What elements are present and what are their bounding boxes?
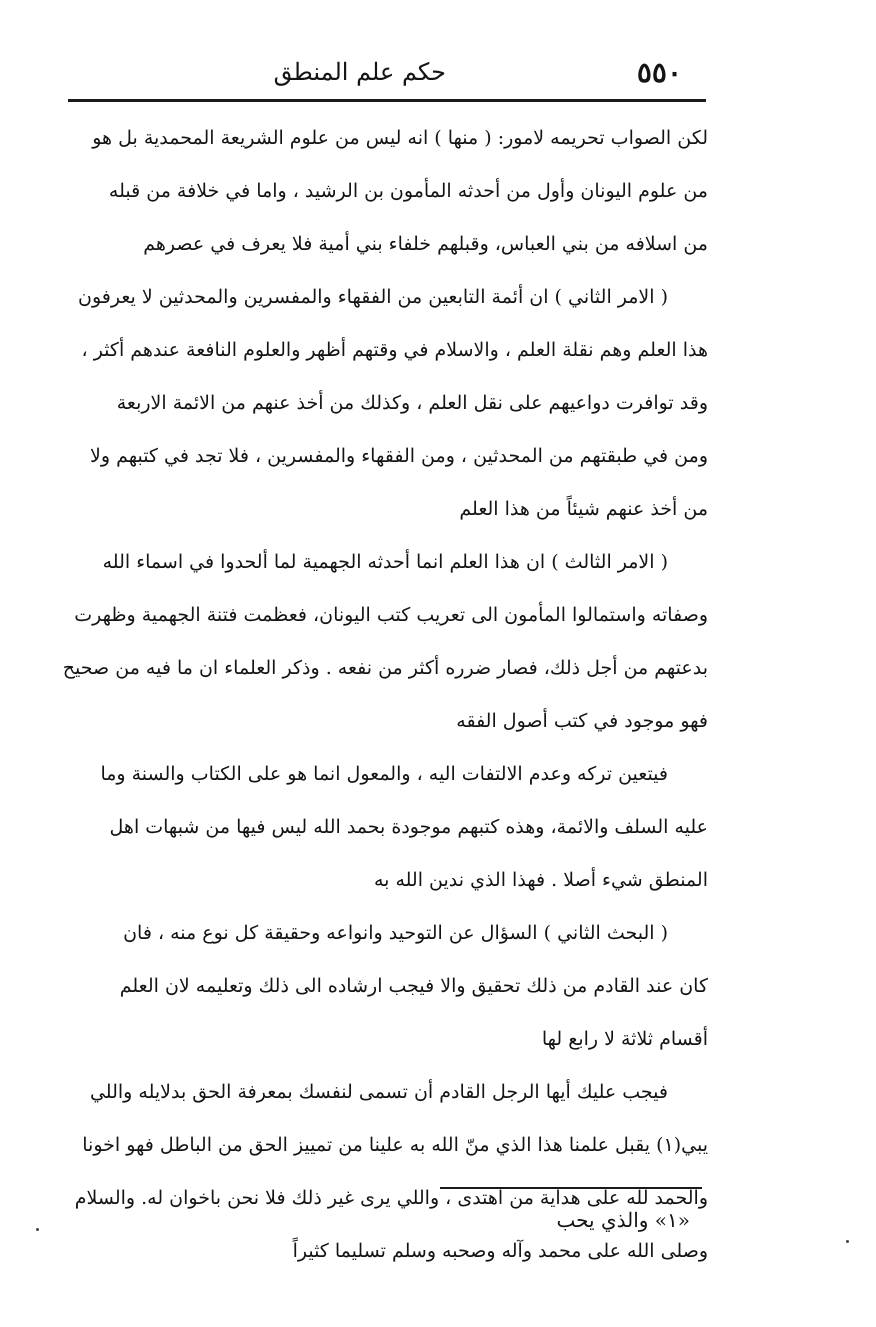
- page-header: [66, 52, 708, 96]
- text-line: فهو موجود في كتب أصول الفقه: [456, 710, 708, 732]
- text-line: وصلى الله على محمد وآله وصحبه وسلم تسليما كثيراً: [292, 1240, 708, 1262]
- paragraph-start-line: ( الامر الثالث ) ان هذا العلم انما أحدثه الجهمية لما ألحدوا في اسماء الله: [102, 551, 668, 573]
- text-line: ومن في طبقتهم من المحدثين ، ومن الفقهاء والمفسرين ، فلا تجد في كتبهم ولا: [90, 445, 708, 467]
- text-line: والحمد لله على هداية من اهتدى ، واللي يرى غير ذلك فلا نحن باخوان له. والسلام: [74, 1187, 708, 1209]
- text-line: وقد توافرت دواعيهم على نقل العلم ، وكذلك من أخذ عنهم من الائمة الاربعة: [116, 392, 708, 414]
- text-line: عليه السلف والائمة، وهذه كتبهم موجودة بحمد الله ليس فيها من شبهات اهل: [109, 816, 708, 838]
- paragraph-start-line: فيتعين تركه وعدم الالتفات اليه ، والمعول انما هو على الكتاب والسنة وما: [100, 763, 668, 785]
- header-divider: [68, 99, 706, 102]
- paragraph-start-line: فيجب عليك أيها الرجل القادم أن تسمى لنفسك بمعرفة الحق بدلايله واللي: [89, 1081, 668, 1103]
- text-line: هذا العلم وهم نقلة العلم ، والاسلام في وقتهم أظهر والعلوم النافعة عندهم أكثر ،: [81, 339, 708, 361]
- text-line: يبي(١) يقبل علمنا هذا الذي منّ الله به علينا من تمييز الحق من الباطل فهو اخونا: [82, 1134, 708, 1156]
- text-line: المنطق شيء أصلا . فهذا الذي ندين الله به: [373, 869, 708, 891]
- text-line: أقسام ثلاثة لا رابع لها: [541, 1028, 708, 1050]
- page-number: ٥٥٠: [636, 56, 682, 89]
- scan-speck: [846, 1240, 849, 1243]
- main-text: [62, 112, 708, 1278]
- running-title: حكم علم المنطق: [273, 58, 446, 86]
- scan-speck: [36, 1228, 39, 1231]
- text-line: وصفاته واستمالوا المأمون الى تعريب كتب اليونان، فعظمت فتنة الجهمية وظهرت: [74, 604, 708, 626]
- footnote: «١» والذي يحب: [556, 1208, 690, 1232]
- text-line: لكن الصواب تحريمه لامور: ( منها ) انه ليس من علوم الشريعة المحمدية بل هو: [92, 127, 708, 149]
- paragraph-start-line: ( البحث الثاني ) السؤال عن التوحيد وانواعه وحقيقة كل نوع منه ، فان: [123, 922, 668, 944]
- paragraph-start-line: ( الامر الثاني ) ان أئمة التابعين من الفقهاء والمفسرين والمحدثين لا يعرفون: [77, 286, 668, 308]
- text-line: بدعتهم من أجل ذلك، فصار ضرره أكثر من نفعه . وذكر العلماء ان ما فيه من صحيح: [62, 657, 708, 679]
- text-line: من اسلافه من بني العباس، وقبلهم خلفاء بني أمية فلا يعرف في عصرهم: [143, 233, 708, 255]
- text-line: كان عند القادم من ذلك تحقيق والا فيجب ارشاده الى ذلك وتعليمه لان العلم: [119, 975, 708, 997]
- text-line: من أخذ عنهم شيئاً من هذا العلم: [459, 498, 708, 520]
- text-line: من علوم اليونان وأول من أحدثه المأمون بن الرشيد ، واما في خلافة من قبله: [108, 180, 708, 202]
- footnote-divider: [440, 1187, 702, 1189]
